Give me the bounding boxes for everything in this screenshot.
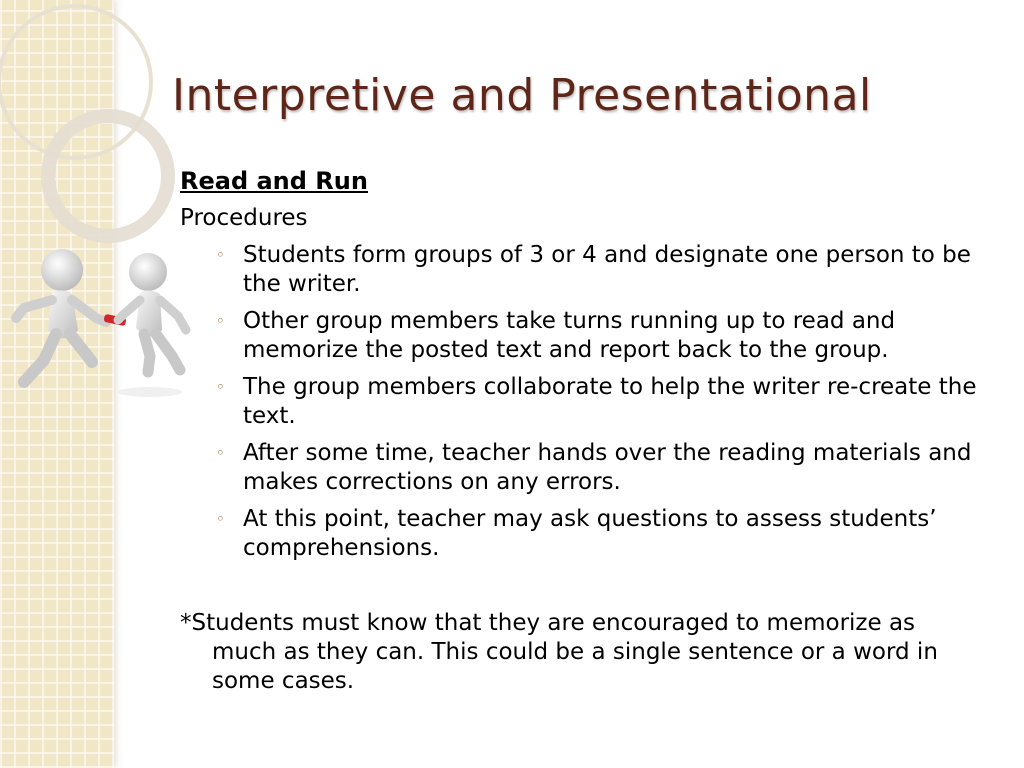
procedure-step	[180, 241, 986, 299]
slide-body	[180, 163, 986, 696]
step-text: Other group members take turns running up to read and memorize the posted text and report back to the group.	[243, 308, 896, 363]
step-text: At this point, teacher may ask questions to assess students’ comprehensions.	[243, 506, 937, 561]
runner-figure-right	[118, 253, 186, 372]
memorize-note: *Students must know that they are encouraged to memorize as much as they can. This could be a single sentence or a word in some cases.	[180, 610, 938, 694]
step-text: The group members collaborate to help the writer re-create the text.	[243, 374, 977, 429]
section-heading: Read and Run	[180, 167, 368, 195]
bullet-ring-icon: ◦	[216, 312, 225, 330]
procedure-step	[180, 307, 986, 365]
procedure-step	[180, 439, 986, 497]
bullet-ring-icon: ◦	[216, 444, 225, 462]
decorative-grid-strip	[0, 0, 114, 768]
procedure-step	[180, 373, 986, 431]
bullet-ring-icon: ◦	[216, 510, 225, 528]
step-text: After some time, teacher hands over the reading materials and makes corrections on any errors.	[243, 440, 972, 495]
bullet-ring-icon: ◦	[216, 246, 225, 264]
procedures-label: Procedures	[180, 205, 308, 231]
procedure-steps-list	[180, 241, 986, 563]
procedure-step	[180, 505, 986, 563]
bullet-ring-icon: ◦	[216, 378, 225, 396]
step-text: Students form groups of 3 or 4 and designate one person to be the writer.	[243, 242, 971, 297]
slide-title: Interpretive and Presentational	[172, 70, 872, 121]
